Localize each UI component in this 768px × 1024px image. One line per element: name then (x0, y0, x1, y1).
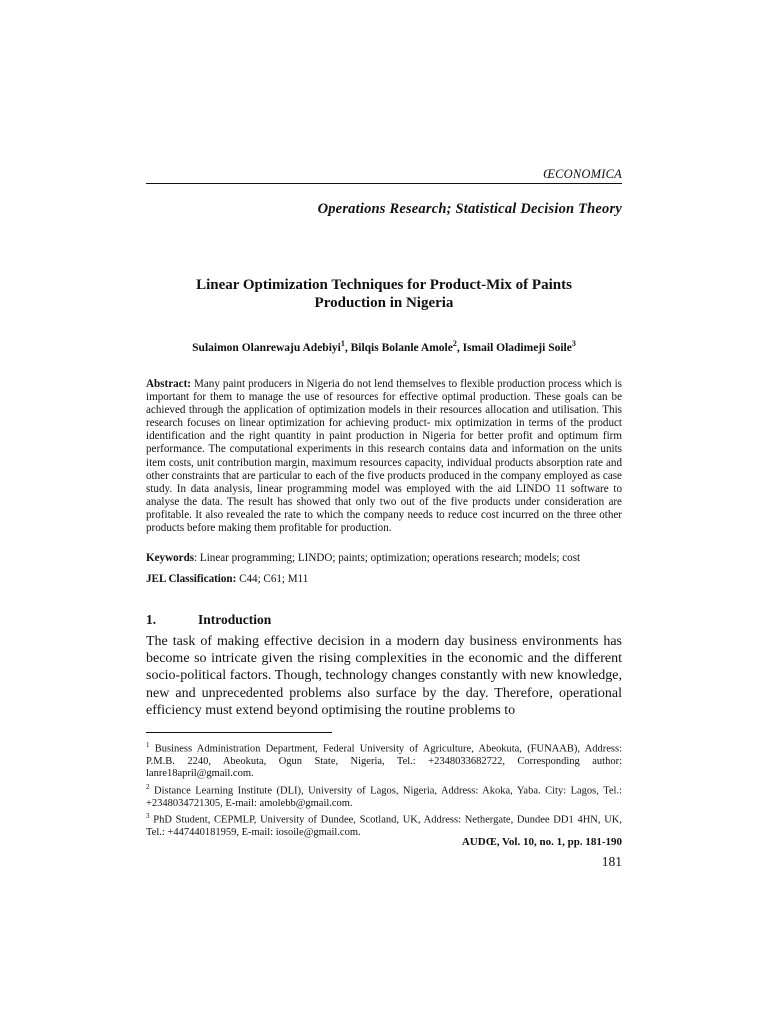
author-separator: , (456, 341, 463, 354)
keywords-label: Keywords (146, 552, 195, 564)
abstract-text: Many paint producers in Nigeria do not lend themselves to flexible production process which is important for them to manage the use of resources for effective optimal production. These goals can be achieved through the application of optimization models in their resources allocation and utilisation. This research focuses on linear optimization for achieving product- mix optimization in terms of the product identification and the right quantity in paint production in Nigeria for better profit and optimum firm performance. The computational experiments in this research contains data and information on the units item costs, unit contribution margin, maximum resources capacity, individual products absorption rate and other constraints that are particular to each of the five products produced in the company employed as case study. In data analysis, linear programming model was employed with the aid LINDO 11 software to analyse the data. The result has showed that only two out of the five products under consideration are profitable. It also revealed the rate to which the company needs to reduce cost incurred on the three other products before making them profitable for production. (146, 378, 622, 535)
footnote-marker: 3 (146, 812, 150, 821)
article-title-line-1: Linear Optimization Techniques for Product-Mix of Paints (196, 277, 572, 293)
author-2-affiliation-marker: 2 (452, 339, 457, 348)
author-3-name: Ismail Oladimeji Soile (462, 341, 572, 354)
journal-citation: AUDŒ, Vol. 10, no. 1, pp. 181-190 (461, 836, 622, 848)
keywords (146, 552, 622, 564)
footnote-3 (146, 810, 622, 839)
article-title (146, 276, 622, 312)
keywords-text: : Linear programming; LINDO; paints; optimization; operations research; models; cost (194, 552, 581, 564)
section-heading: Operations Research; Statistical Decision Theory (317, 201, 622, 217)
section-title: Introduction (198, 612, 272, 627)
header-divider (146, 183, 622, 184)
footnote-1 (146, 739, 622, 781)
footnote-text: PhD Student, CEPMLP, University of Dundee, Scotland, UK, Address: Nethergate, Dundee DD1 4HN, UK, Tel.: +447440181959, E-mail: iosoile@gmail.com. (146, 814, 622, 838)
author-separator: , (344, 341, 351, 354)
jel-classification (146, 573, 622, 585)
footnotes (146, 739, 622, 839)
footnote-divider (146, 732, 332, 733)
footnote-text: Business Administration Department, Federal University of Agriculture, Abeokuta, (FUNAAB), Address: P.M.B. 2240, Abeokuta, Ogun State, Nigeria, Tel.: +2348033682722, Corresponding author: lanre18april@gmail.com. (146, 743, 622, 780)
abstract-label: Abstract: (146, 378, 191, 390)
author-1-affiliation-marker: 1 (340, 339, 345, 348)
author-list (146, 339, 622, 354)
author-3-affiliation-marker: 3 (571, 339, 576, 348)
jel-label: JEL Classification: (146, 573, 237, 585)
page-number: 181 (601, 854, 622, 869)
footnote-text: Distance Learning Institute (DLI), University of Lagos, Nigeria, Address: Akoka, Yaba. City: Lagos, Tel.: +2348034721305, E-mail: amolebb@gmail.com. (146, 785, 622, 809)
author-2-name: Bilqis Bolanle Amole (350, 341, 453, 354)
author-1-name: Sulaimon Olanrewaju Adebiyi (192, 341, 341, 354)
journal-name: ŒCONOMICA (543, 167, 622, 181)
section-number: 1. (146, 612, 157, 627)
article-title-line-2: Production in Nigeria (314, 295, 454, 311)
abstract (146, 378, 622, 535)
footnote-2 (146, 781, 622, 810)
introduction-paragraph: The task of making effective decision in a modern day business environments has become so intricate given the rising complexities in the economic and the different socio-political factors. Though, technology changes constantly with new knowledge, new and unprecedented problems also surface by the day. Therefore, operational efficiency must extend beyond optimising the routine problems to (146, 634, 622, 718)
introduction-heading (146, 612, 271, 628)
jel-codes: C44; C61; M11 (236, 573, 309, 585)
footnote-marker: 2 (146, 782, 150, 791)
footnote-marker: 1 (146, 741, 150, 749)
